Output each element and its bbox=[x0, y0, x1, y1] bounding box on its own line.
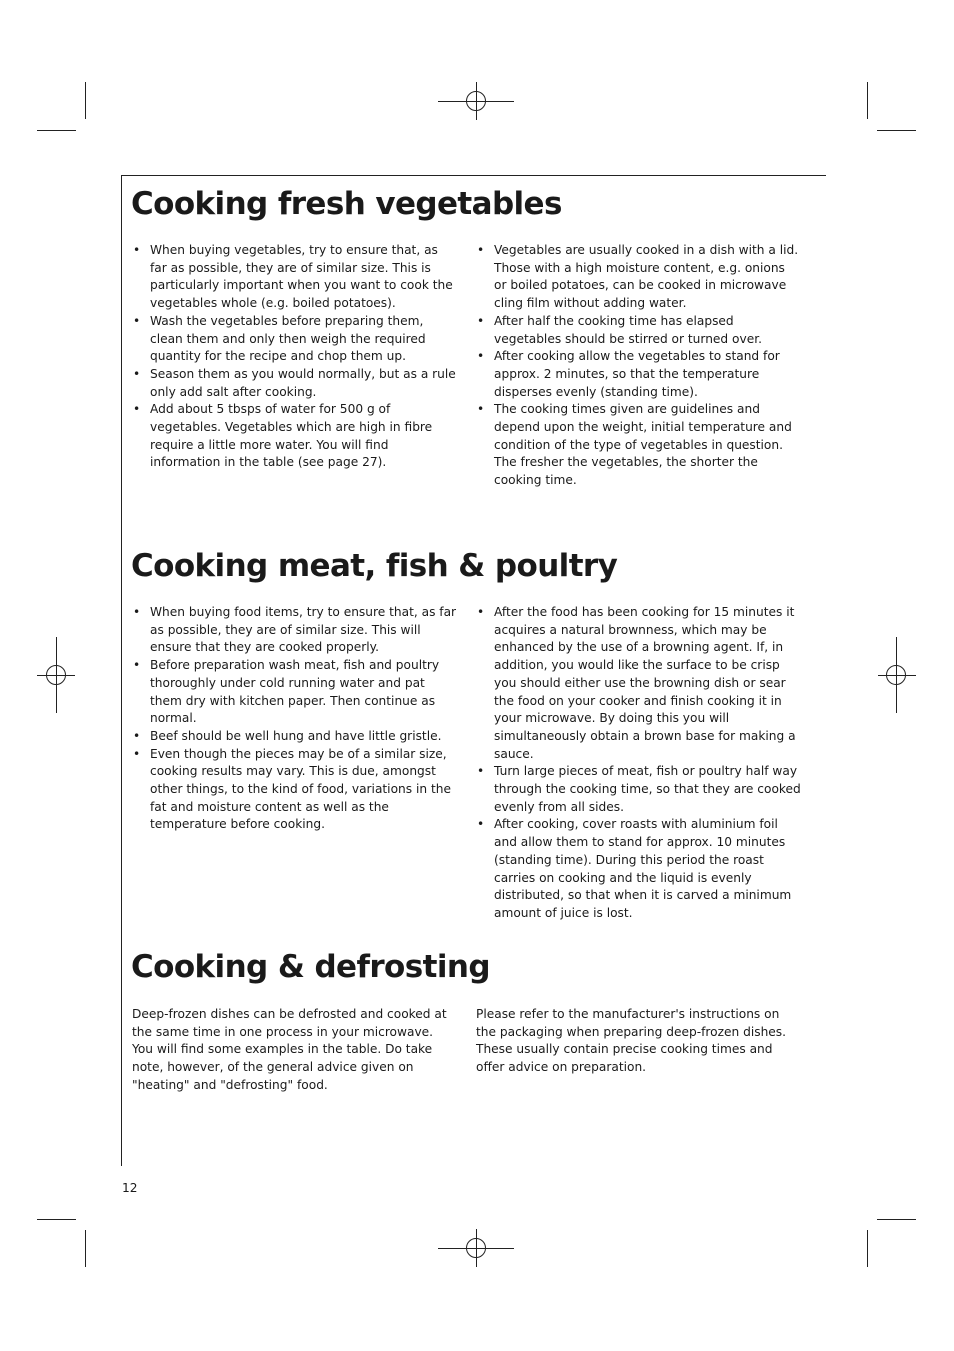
list-item: • Even though the pieces may be of a similar size, cooking results may vary. This is due, amongst other things, to the kind of food, variations in the fat and moisture content as well as the temperature before cooking. bbox=[131, 746, 457, 835]
list-item: • After cooking, cover roasts with aluminium foil and allow them to stand for approx. 10 minutes (standing time). During this period the roast carries on cooking and the liquid is evenly distributed, so that when it is carved a minimum amount of juice is lost. bbox=[475, 816, 801, 922]
section-title-vegetables: Cooking fresh vegetables bbox=[131, 186, 562, 222]
section-title-meat-fish-poultry: Cooking meat, fish & poultry bbox=[131, 548, 618, 584]
vegetables-left-column bbox=[131, 242, 457, 472]
list-item: • When buying food items, try to ensure that, as far as possible, they are of similar size. This will ensure that they are cooked properly. bbox=[131, 604, 457, 657]
list-item: • Before preparation wash meat, fish and poultry thoroughly under cold running water and pat them dry with kitchen paper. Then continue as normal. bbox=[131, 657, 457, 728]
paragraph: Please refer to the manufacturer's instructions on the packaging when preparing deep-frozen dishes. These usually contain precise cooking times and offer advice on preparation. bbox=[476, 1007, 787, 1075]
frame-rule-top bbox=[121, 175, 826, 176]
paragraph: Deep-frozen dishes can be defrosted and cooked at the same time in one process in your microwave. You will find some examples in the table. Do take note, however, of the general advice given on "heating" and "defrosting" food. bbox=[132, 1007, 447, 1092]
list-item: • Vegetables are usually cooked in a dish with a lid. Those with a high moisture content, e.g. onions or boiled potatoes, can be cooked in microwave cling film without adding water. bbox=[475, 242, 801, 313]
defrosting-right-column bbox=[476, 1006, 796, 1077]
list-item: • After half the cooking time has elapsed vegetables should be stirred or turned over. bbox=[475, 313, 801, 348]
list-item: • The cooking times given are guidelines and depend upon the weight, initial temperature and condition of the type of vegetables in question. The fresher the vegetables, the shorter the cooking time. bbox=[475, 401, 801, 490]
list-item: • Add about 5 tbsps of water for 500 g of vegetables. Vegetables which are high in fibre require a little more water. You will find information in the table (see page 27). bbox=[131, 401, 457, 472]
list-item: • Wash the vegetables before preparing them, clean them and only then weigh the required quantity for the recipe and chop them up. bbox=[131, 313, 457, 366]
list-item: • Turn large pieces of meat, fish or poultry half way through the cooking time, so that they are cooked evenly from all sides. bbox=[475, 763, 801, 816]
list-item: • After the food has been cooking for 15 minutes it acquires a natural brownness, which may be enhanced by the use of a browning agent. If, in addition, you would like the surface to be crisp you should either use the browning dish or sear the food on your cooker and finish cooking it in your microwave. By doing this you will simultaneously obtain a brown base for making a sauce. bbox=[475, 604, 801, 763]
section-title-defrosting: Cooking & defrosting bbox=[131, 949, 490, 985]
list-item: • When buying vegetables, try to ensure that, as far as possible, they are of similar size. This is particularly important when you want to cook the vegetables whole (e.g. boiled potatoes). bbox=[131, 242, 457, 313]
vegetables-right-column bbox=[475, 242, 801, 490]
meat-right-column bbox=[475, 604, 801, 923]
meat-left-column bbox=[131, 604, 457, 834]
list-item: • Beef should be well hung and have little gristle. bbox=[131, 728, 457, 746]
defrosting-left-column bbox=[132, 1006, 456, 1095]
list-item: • After cooking allow the vegetables to stand for approx. 2 minutes, so that the temperature disperses evenly (standing time). bbox=[475, 348, 801, 401]
list-item: • Season them as you would normally, but as a rule only add salt after cooking. bbox=[131, 366, 457, 401]
page-number: 12 bbox=[122, 1181, 138, 1195]
frame-rule-left bbox=[121, 175, 122, 1166]
